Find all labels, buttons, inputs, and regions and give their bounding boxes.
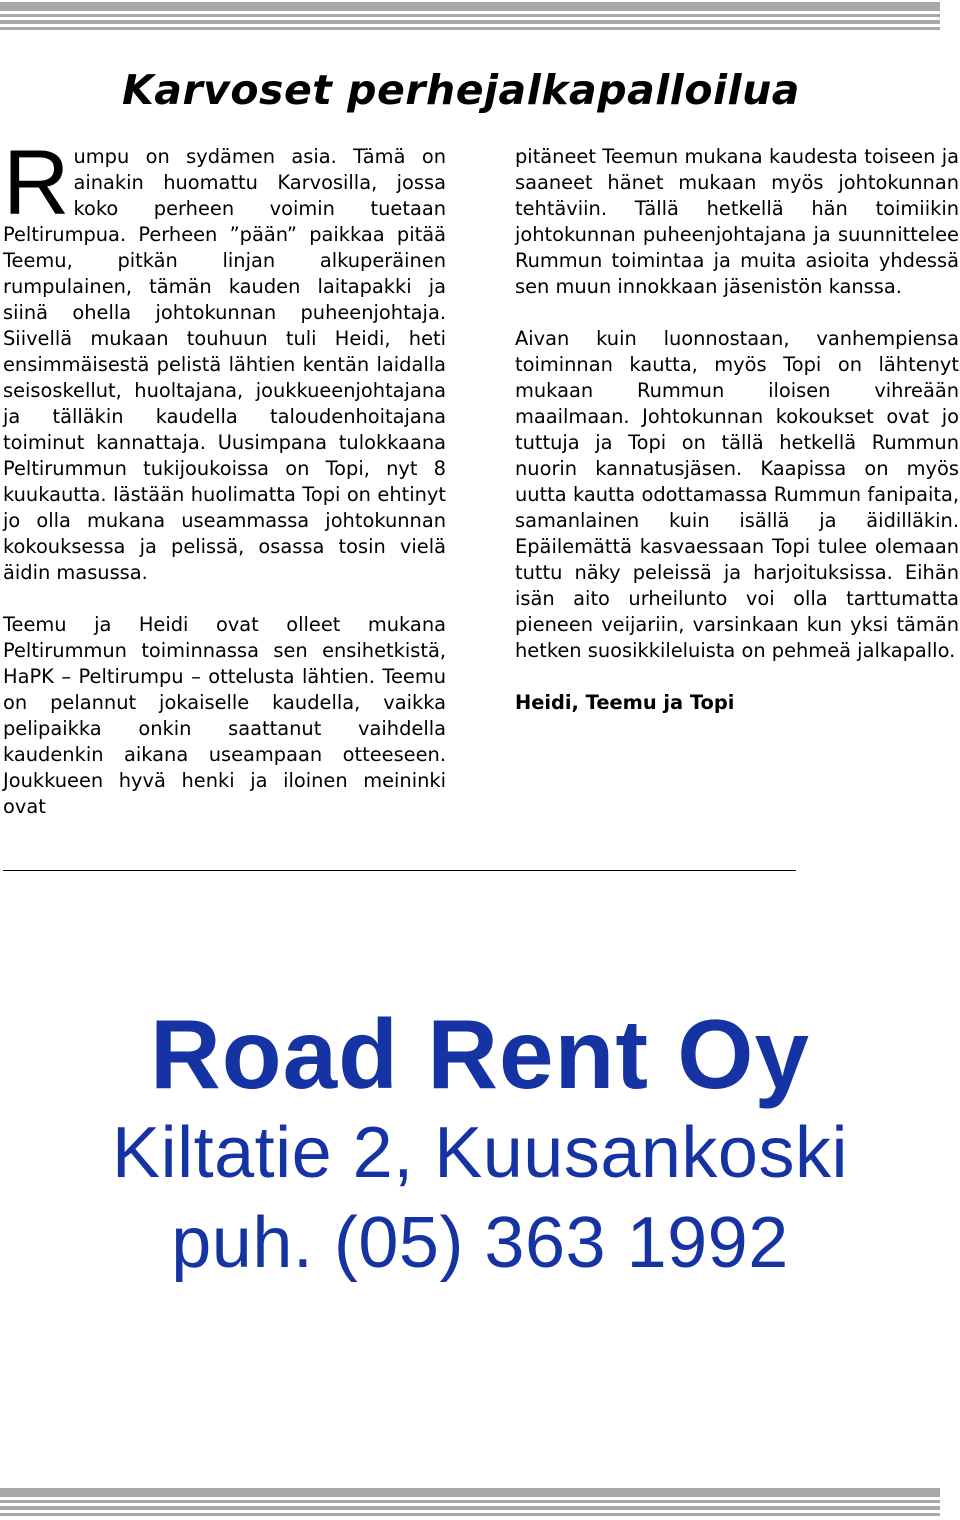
article-title: Karvoset perhejalkapalloilua	[122, 66, 800, 114]
article-paragraph	[3, 132, 446, 586]
ad-company-name: Road Rent Oy	[150, 999, 810, 1109]
article-paragraph: Teemu ja Heidi ovat olleet mukana Peltirummun toiminnassa sen ensihetkistä, HaPK – Peltirumpu – ottelusta lähtien. Teemu on pelannut jokaiselle kaudella, vaikka pelipaikka onkin saattanut vaihdella kaudenkin aikana useampaan otteeseen. Joukkueen hyvä henki ja iloinen meininki ovat	[3, 613, 446, 818]
top-decorative-stripes	[0, 2, 940, 30]
article-paragraph: pitäneet Teemun mukana kaudesta toiseen ja saaneet hänet mukaan myös johtokunnan tehtäviin. Tällä hetkellä hän toimiikin johtokunnan puheenjohtajana ja suunnittelee Rummun toimintaa ja muita asioita yhdessä sen muun innokkaan jäsenistön kanssa.	[515, 145, 959, 298]
ad-address: Kiltatie 2, Kuusankoski	[112, 1113, 848, 1193]
advertisement	[0, 1000, 960, 1288]
article-left-column	[3, 132, 446, 846]
bottom-decorative-stripes	[0, 1488, 940, 1516]
drop-cap: R	[3, 132, 70, 234]
section-divider	[3, 870, 796, 871]
article-signature: Heidi, Teemu ja Topi	[515, 691, 735, 714]
article-paragraph: Aivan kuin luonnostaan, vanhempiensa toiminnan kautta, myös Topi on lähtenyt mukaan Rummun iloisen vihreään maailmaan. Johtokunnan kokoukset ovat jo tuttuja ja Topi on tällä hetkellä Rummun nuorin kannatusjäsen. Kaapissa on myös uutta kautta odottamassa Rummun fanipaita, samanlainen kuin isällä ja äidilläkin. Epäilemättä kasvaessaan Topi tulee olemaan tuttu näky peleissä ja harjoituksissa. Eihän isän aito urheilunto voi olla tarttumatta pieneen veijariin, varsinkaan kun yksi tämän hetken suosikkileluista on pehmeä jalkapallo.	[515, 327, 959, 662]
article-right-column	[515, 144, 959, 742]
ad-phone: puh. (05) 363 1992	[171, 1203, 789, 1283]
article-paragraph-text: umpu on sydämen asia. Tämä on ainakin huomattu Karvosilla, jossa koko perheen voimin tuetaan Peltirumpua. Perheen ”pään” paikkaa pitää Teemu, pitkän linjan alkuperäinen rumpulainen, tämän kauden laitapakki ja siinä ohella johtokunnan puheenjohtaja. Siivellä mukaan touhuun tuli Heidi, heti ensimmäisestä pelistä lähtien kentän laidalla seisoskellut, huoltajana, joukkueenjohtajana ja tälläkin kaudella taloudenhoitajana toiminut kannattaja. Uusimpana tulokkaana Peltirummun tukijoukoissa on Topi, nyt 8 kuukautta. Iästään huolimatta Topi on ehtinyt jo olla mukana useammassa johtokunnan kokouksessa ja pelissä, osassa tosin vielä äidin masussa.	[3, 145, 446, 584]
